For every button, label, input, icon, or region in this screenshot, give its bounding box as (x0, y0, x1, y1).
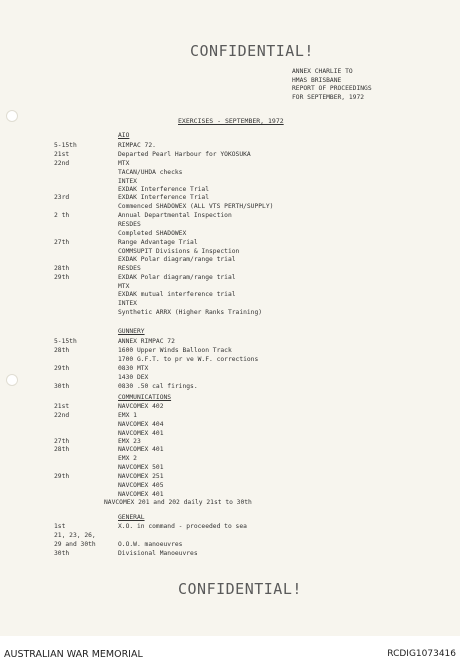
entry-date: 27th (54, 239, 70, 246)
footer-source: AUSTRALIAN WAR MEMORIAL (4, 649, 143, 660)
entry-text: NAVCOMEX 251 (118, 473, 164, 480)
entry-date: 29 and 30th (54, 541, 96, 548)
entry-date: 28th (54, 265, 70, 272)
entry-text: NAVCOMEX 201 and 202 daily 21st to 30th (104, 499, 252, 506)
entry-date: 23rd (54, 194, 70, 201)
footer-record-id: RCDIG1073416 (387, 649, 456, 659)
entry-text: EMX 2 (118, 455, 137, 462)
entry-text: INTEX (118, 300, 137, 307)
entry-text: Divisional Manoeuvres (118, 550, 198, 557)
entry-date: 28th (54, 347, 70, 354)
entry-text: MTX (118, 160, 130, 167)
entry-text: EXDAK Polar diagram/range trial (118, 256, 236, 263)
section-heading: COMMUNICATIONS (118, 394, 172, 401)
entry-text: Range Advantage Trial (118, 239, 198, 246)
entry-text: NAVCOMEX 401 (118, 430, 164, 437)
entry-text: 0830 MTX (118, 365, 149, 372)
section-heading: GUNNERY (118, 328, 145, 335)
entry-text: 1600 Upper Winds Balloon Track (118, 347, 232, 354)
punch-hole (6, 110, 18, 122)
section-heading: GENERAL (118, 514, 145, 521)
entry-date: 30th (54, 550, 70, 557)
entry-text: Synthetic ARRX (Higher Ranks Training) (118, 309, 263, 316)
entry-date: 29th (54, 473, 70, 480)
entry-text: NAVCOMEX 404 (118, 421, 164, 428)
entry-date: 28th (54, 446, 70, 453)
entry-text: RESDES (118, 265, 141, 272)
entry-date: 2 th (54, 212, 70, 219)
annex-line: ANNEX CHARLIE TO (292, 68, 353, 75)
entry-date: 21st (54, 151, 70, 158)
annex-line: REPORT OF PROCEEDINGS (292, 85, 372, 93)
entry-text: EMX 1 (118, 412, 137, 419)
entry-text: RIMPAC 72. (118, 142, 156, 149)
annex-line: HMAS BRISBANE (292, 76, 342, 84)
entry-text: NAVCOMEX 402 (118, 403, 164, 410)
annex-heading (292, 68, 372, 103)
entry-text: X.O. in command - proceeded to sea (118, 523, 247, 530)
entry-date: 5-15th (54, 142, 77, 149)
entry-text: NAVCOMEX 401 (118, 446, 164, 453)
entry-text: EXDAK Interference Trial (118, 194, 209, 201)
section-heading: AIO (118, 132, 130, 139)
entry-text: EXDAK Interference Trial (118, 186, 209, 193)
entry-text: COMMSUPIT Divisions & Inspection (118, 248, 240, 255)
confidential-stamp-top: CONFIDENTIAL! (190, 42, 314, 60)
entry-date: 21st (54, 403, 70, 410)
entry-text: INTEX (118, 178, 137, 185)
entry-date: 22nd (54, 412, 70, 419)
entry-date: 1st (54, 523, 66, 530)
entry-text: NAVCOMEX 405 (118, 482, 164, 489)
entry-text: O.O.W. manoeuvres (118, 541, 183, 548)
footer-bar (0, 636, 460, 666)
entry-date: 5-15th (54, 338, 77, 345)
entry-text: 1430 DEX (118, 374, 149, 381)
document-title: EXERCISES - SEPTEMBER, 1972 (178, 117, 284, 125)
entry-date: 29th (54, 274, 70, 281)
entry-date: 29th (54, 365, 70, 372)
confidential-stamp-bottom: CONFIDENTIAL! (178, 580, 302, 598)
entry-date: 22nd (54, 160, 70, 167)
entry-text: MTX (118, 283, 130, 290)
annex-line: FOR SEPTEMBER, 1972 (292, 94, 365, 102)
entry-text: Completed SHADOWEX (118, 230, 187, 237)
entry-text: RESDES (118, 221, 141, 228)
entry-text: EXDAK mutual interference trial (118, 291, 236, 298)
entry-text: NAVCOMEX 401 (118, 491, 164, 498)
entry-text: Annual Departmental Inspection (118, 212, 232, 219)
entry-text: 1700 G.F.T. to pr ve W.F. corrections (118, 356, 259, 363)
entry-text: EXDAK Polar diagram/range trial (118, 274, 236, 281)
entry-text: 0830 .50 cal firings. (118, 383, 198, 390)
entry-text: NAVCOMEX 501 (118, 464, 164, 471)
entry-text: Commenced SHADOWEX (ALL VTS PERTH/SUPPLY) (118, 203, 274, 210)
entry-text: ANNEX RIMPAC 72 (118, 338, 175, 345)
entry-text: EMX 23 (118, 438, 141, 445)
punch-hole (6, 374, 18, 386)
entry-text: Departed Pearl Harbour for YOKOSUKA (118, 151, 251, 158)
entry-date: 27th (54, 438, 70, 445)
entry-date: 21, 23, 26, (54, 532, 96, 539)
entry-date: 30th (54, 383, 70, 390)
entry-text: TACAN/UHDA checks (118, 169, 183, 176)
